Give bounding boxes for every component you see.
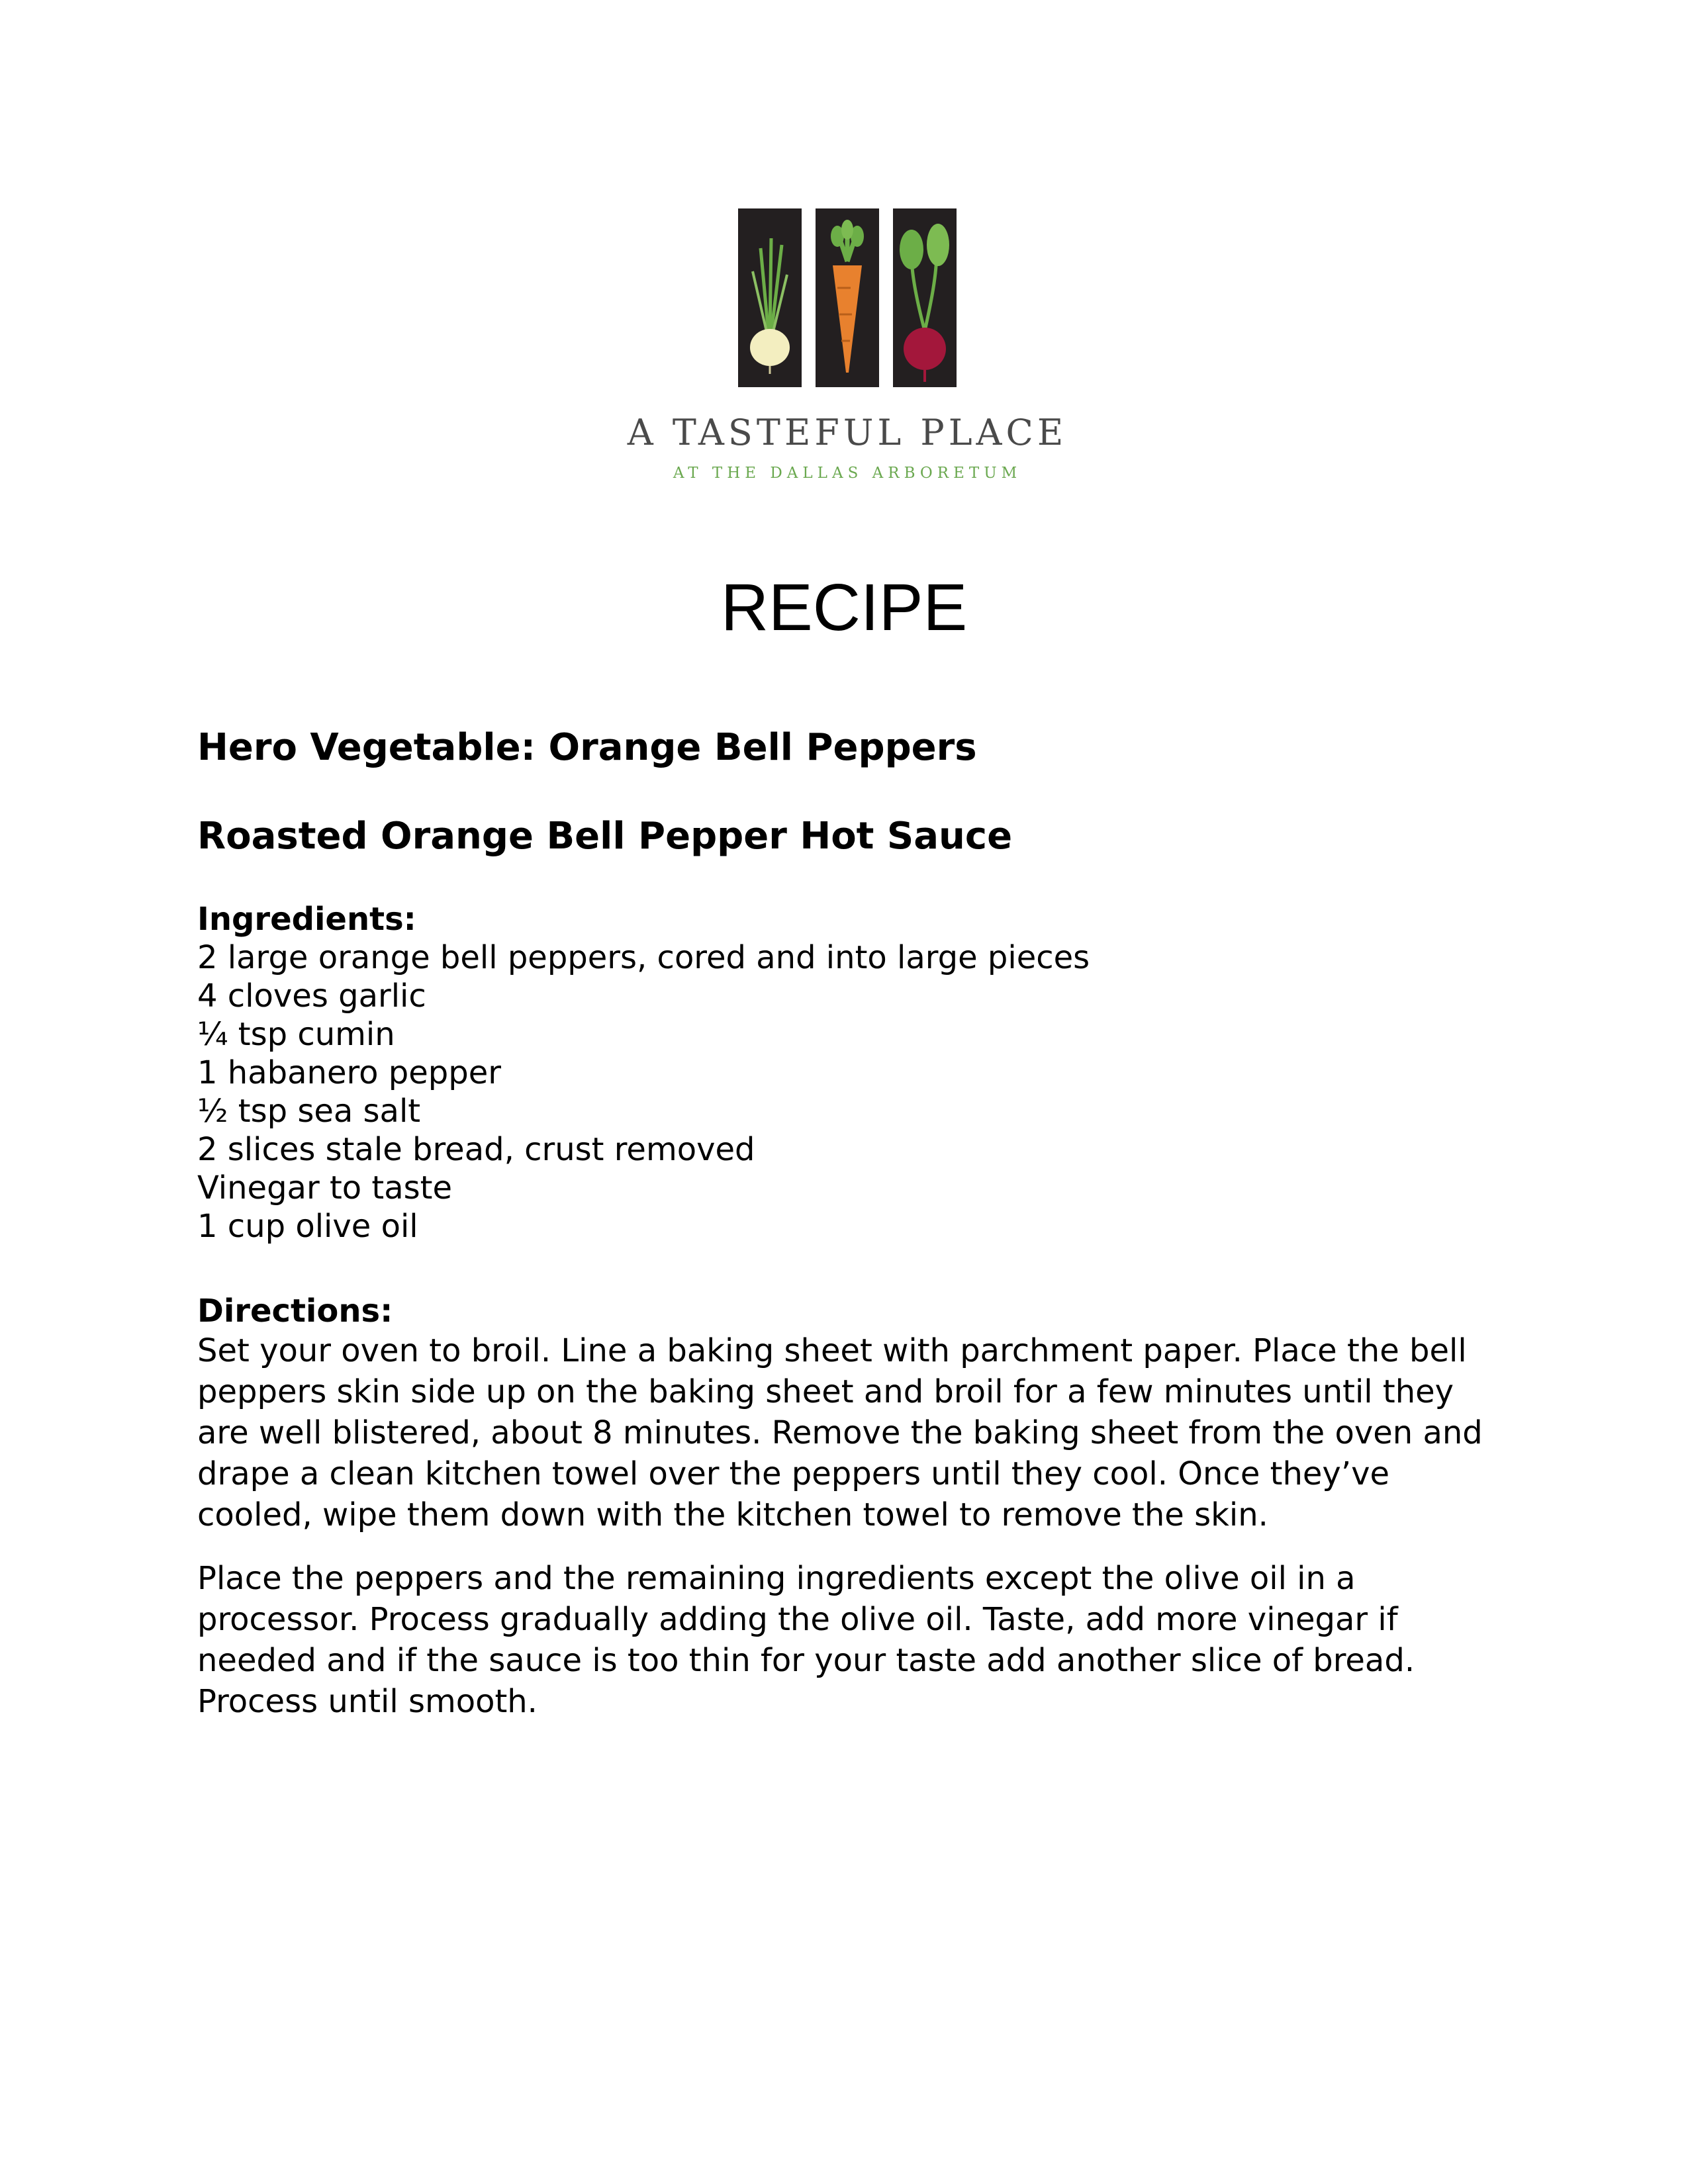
beet-icon [893, 208, 957, 387]
ingredient-item: 2 large orange bell peppers, cored and into large pieces [197, 939, 1090, 976]
recipe-name: Roasted Orange Bell Pepper Hot Sauce [197, 815, 1013, 858]
hero-vegetable: Hero Vegetable: Orange Bell Peppers [197, 726, 977, 769]
directions-paragraph: Set your oven to broil. Line a baking sheet with parchment paper. Place the bell peppers skin side up on the baking sheet and broil for a few minutes until they are well blistered, about 8 minutes. Remove the baking sheet from the oven and drape a clean kitchen towel over the peppers until they cool. Once they’ve cooled, wipe them down with the kitchen towel to remove the skin. [197, 1332, 1483, 1533]
ingredient-item: 2 slices stale bread, crust removed [197, 1131, 755, 1168]
logo-panels [738, 208, 957, 387]
ingredient-item: Vinegar to taste [197, 1169, 452, 1206]
carrot-icon [816, 208, 879, 387]
logo-name: A TASTEFUL PLACE [627, 412, 1068, 453]
directions-section [197, 1292, 1508, 1722]
ingredients-section [197, 900, 1508, 1246]
ingredient-item: 1 habanero pepper [197, 1054, 501, 1091]
directions-heading: Directions: [197, 1293, 393, 1330]
ingredients-heading: Ingredients: [197, 901, 416, 938]
ingredient-item: 4 cloves garlic [197, 978, 426, 1015]
ingredient-item: ¼ tsp cumin [197, 1016, 395, 1053]
onion-icon [738, 208, 802, 387]
ingredients-list [197, 938, 1508, 1246]
ingredient-item: ½ tsp sea salt [197, 1093, 421, 1130]
logo-subtitle: AT THE DALLAS ARBORETUM [673, 465, 1022, 482]
logo [622, 199, 1072, 490]
recipe-content [197, 721, 1508, 1722]
directions-paragraph: Place the peppers and the remaining ingredients except the olive oil in a processor. Process gradually adding the olive oil. Taste, add more vinegar if needed and if the sauce is too thin for your taste add another slice of bread. Process until smooth. [197, 1560, 1415, 1720]
ingredient-item: 1 cup olive oil [197, 1208, 418, 1245]
page-title: RECIPE [720, 570, 968, 645]
